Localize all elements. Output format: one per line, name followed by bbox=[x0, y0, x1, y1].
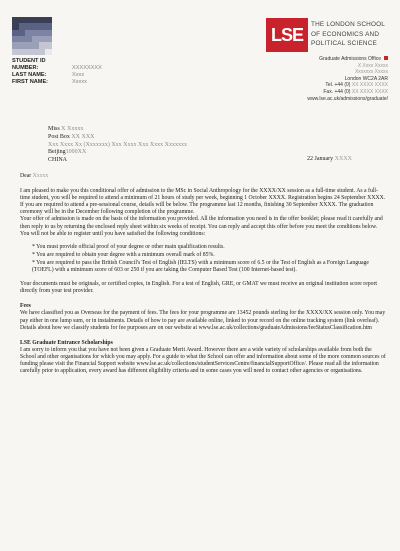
list-item: * You must provide official proof of your degree or other main qualification results. bbox=[32, 243, 225, 250]
date-year: XXXX bbox=[334, 156, 352, 162]
offer-paragraph: I am pleased to make you this conditional offer of admission to the MSc in Social Anthropology for the XXXX/XX session as a full-time student. As a full-time student, you will be required to attend a minimum of 21 hours of study per week, beginning 1 October XXXX. Registration begins 24 September XXXX. If you are required to attend a pre-sessional course, details will be below. The programme last 12 months, finishing 30 September XXXX. The graduation ceremony will be in the December following completion of the programme. bbox=[20, 188, 386, 216]
recipient-city-value: 1000XX bbox=[65, 149, 87, 156]
office-street1: X Xxxx Xxxxx bbox=[357, 62, 388, 69]
student-id-value: XXXXXXXX bbox=[72, 65, 102, 71]
office-street2: Xxxxxxx Xxxxx bbox=[354, 69, 388, 76]
office-tel-row bbox=[307, 82, 388, 89]
office-fax-value: XX XXXX XXXX bbox=[351, 88, 388, 95]
recipient-city bbox=[48, 149, 187, 157]
salutation bbox=[20, 173, 386, 180]
first-name-value: Xxxxx bbox=[72, 79, 87, 85]
scholarships-paragraph: I am sorry to inform you that you have not been given a Graduate Merit Award. However there are a wide variety of scholarships available from both the School and other organisations for which you may apply. For a guide to what the School can offer and information about some of the more common sources of funding please visit the Financial Support website www.lse.ac.uk/collections/studentServicesCentre/financialSupportOffice/. Please read all the information carefully prior to application, every award has different eligibility criteria and in some cases you will need to contact other agencies or organisations. bbox=[20, 346, 386, 375]
office-web: www.lse.ac.uk/admissions/graduate/ bbox=[307, 95, 388, 102]
school-name-line: OF ECONOMICS AND bbox=[311, 30, 380, 38]
fees-heading: Fees bbox=[20, 303, 31, 310]
last-name-label: LAST NAME: bbox=[12, 72, 47, 78]
recipient-name-value: X Xxxxx bbox=[61, 126, 84, 132]
salutation-value: Xxxxx bbox=[32, 173, 49, 179]
salutation-prefix: Dear bbox=[20, 173, 32, 179]
office-city: London WC2A 2AR bbox=[344, 75, 388, 82]
recipient-name bbox=[48, 126, 187, 134]
conditions-list bbox=[32, 244, 386, 274]
student-id-row bbox=[12, 58, 102, 72]
recipient-address bbox=[48, 126, 187, 165]
conditions-paragraph: Your offer of admission is made on the basis of the information you provided. All the information you need is in the offer booklet; please read it carefully and then reply to us by returning the enclosed reply sheet within six weeks of receipt. You can reply and accept this offer before you meet the conditions below. You will not be able to register until you have satisfied the following conditions: bbox=[20, 216, 383, 237]
red-square-icon bbox=[384, 56, 388, 60]
fees-paragraph: We have classified you as Overseas for the payment of fees. The fees for your programme are 13452 pounds sterling for the XXXX/XX session only. You may pay either in one lump sum, or in instalments. Details of how to pay are available online, linked to your record on the online tracking system (link overleaf). Details about how we classify students for fee purposes are on our website at www.lse.ac.uk/collections/graduateAdmissions/feeStatusClassification.htm bbox=[20, 310, 386, 331]
office-fax-label: Fax. +44 (0) bbox=[323, 88, 351, 95]
first-name-label: FIRST NAME: bbox=[12, 79, 49, 85]
documents-paragraph: Your documents must be originals, or certified copies, in English. For a test of English, GRE, or GMAT we must receive an original institution score report directly from your test provider. bbox=[20, 281, 378, 295]
letter-date bbox=[307, 156, 352, 162]
recipient-city-prefix: Beijing bbox=[48, 149, 66, 156]
first-name-row bbox=[12, 79, 102, 86]
list-item: * You are required to pass the British Council's Test of English (IELTS) with a minimum score of 6.5 or the Test of English as a Foreign Language (TOEFL) with a minimum score of 603 or 250 if you are taking the Computer Based Test (100 Internet-based test). bbox=[32, 259, 369, 274]
school-name-line: THE LONDON SCHOOL bbox=[311, 21, 386, 28]
barcode-stamp-icon bbox=[12, 17, 52, 55]
recipient-line3: Xxx Xxxx Xx (Xxxxxxx) Xxx Xxxx Xxx Xxxx Xxxxxxx bbox=[48, 141, 187, 148]
recipient-line2 bbox=[48, 134, 187, 142]
office-tel-label: Tel. +44 (0) bbox=[325, 82, 351, 89]
school-name bbox=[311, 20, 385, 49]
recipient-country: CHINA bbox=[48, 157, 67, 164]
recipient-line2-value: XX XXX bbox=[71, 133, 95, 140]
office-name-row bbox=[307, 56, 388, 63]
office-address bbox=[307, 56, 388, 102]
letter-body bbox=[20, 173, 386, 375]
office-name: Graduate Admissions Office bbox=[319, 56, 381, 62]
last-name-value: Xxxx bbox=[72, 72, 85, 78]
student-info-block bbox=[12, 58, 102, 86]
student-id-label: STUDENT ID NUMBER: bbox=[12, 58, 46, 71]
recipient-line2-label: Post Box bbox=[48, 133, 70, 140]
last-name-row bbox=[12, 72, 102, 79]
recipient-name-prefix: Miss bbox=[48, 126, 60, 132]
school-name-line: POLITICAL SCIENCE bbox=[311, 40, 378, 47]
office-tel-value: XX XXXX XXXX bbox=[351, 82, 388, 89]
scholarships-heading: LSE Graduate Entrance Scholarships bbox=[20, 339, 113, 346]
list-item: * You are required to obtain your degree with a minimum overall mark of 85%. bbox=[32, 251, 215, 258]
lse-logo: LSE bbox=[266, 18, 308, 52]
date-day-month: 22 January bbox=[306, 156, 334, 162]
office-fax-row bbox=[307, 89, 388, 96]
